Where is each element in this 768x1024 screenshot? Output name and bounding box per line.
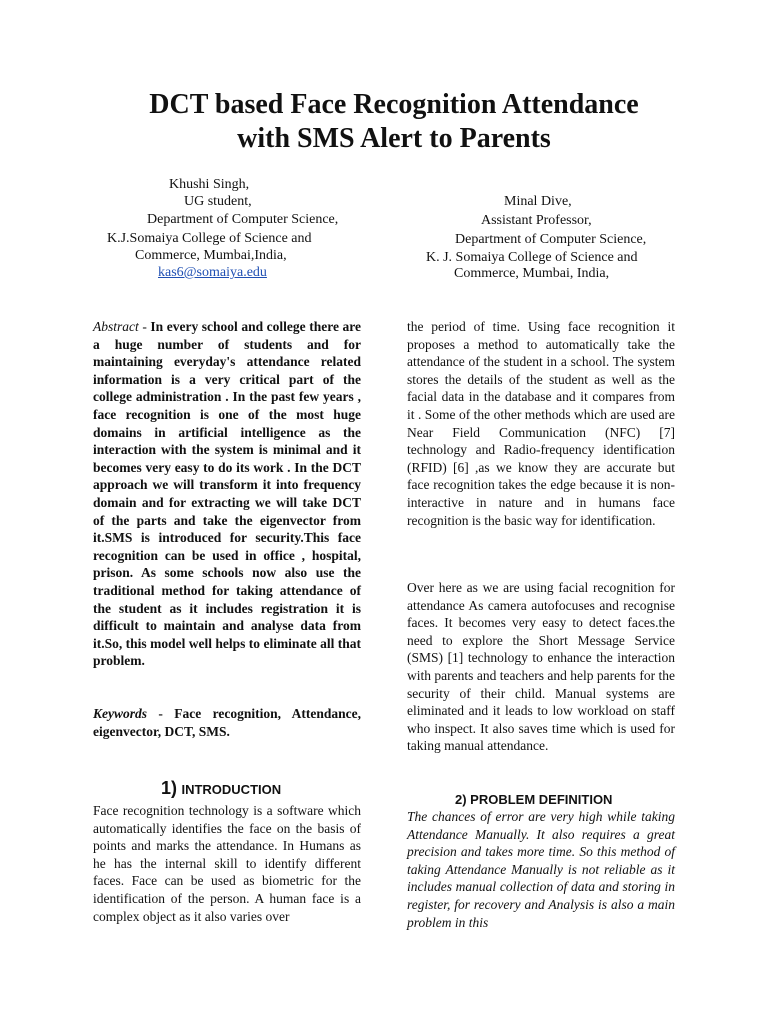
problem-paragraph: The chances of error are very high while taking Attendance Manually. It also requires a great precision and takes more time. So this method of taking Attendance Manually is not reliable as it includes manual collection of data and storing in register, for recovery and Analysis is also a main problem in this <box>407 809 675 930</box>
intro-section <box>93 802 361 925</box>
author-2-role: Assistant Professor, <box>481 213 592 228</box>
intro-paragraph: Face recognition technology is a software which automatically identifies the face on the basis of points and marks the attendance. In Humans as he has the internal skill to identify different faces. Face can be used as biometric for the identification of the person. A human face is a complex object as it also varies over <box>93 803 361 924</box>
author-1-role: UG student, <box>184 194 252 209</box>
author-2-name: Minal Dive, <box>504 194 572 209</box>
problem-section <box>407 808 675 931</box>
author-2-college-line-2: Commerce, Mumbai, India, <box>454 266 610 281</box>
intro-continued-paragraph: the period of time. Using face recognition it proposes a method to automatically take the attendance of the student in a school. The system stores the details of the student as well as the facial data in the database and it compares from it . Some of the other methods which are used are Near Field Communication (NFC) [7] technology and Radio-frequency identification (RFID) [6] ,as we know they are accurate but face recognition takes the edge because it is non-interactive in nature and in humans face recognition is the basic way for identification. <box>407 319 675 528</box>
author-1-dept: Department of Computer Science, <box>147 212 339 227</box>
abstract-section <box>93 318 361 670</box>
title-line-2: with SMS Alert to Parents <box>237 123 551 154</box>
intro-heading-number: 1) <box>161 778 178 798</box>
sms-paragraph: Over here as we are using facial recognition for attendance As camera autofocuses and recognise faces. It becomes very easy to detect faces.the need to explore the Short Message Service (SMS) [1] technology to enhance the interaction with parents and teachers and help parents for the security of their child. Manual systems are eliminated and it leads to low workload on staff who inspect. It also saves time which is used for taking manual attendance. <box>407 580 675 754</box>
keywords-separator: - <box>147 706 175 721</box>
abstract-separator: - <box>138 319 151 334</box>
problem-heading-text: 2) PROBLEM DEFINITION <box>455 792 613 807</box>
author-1-college-line-2: Commerce, Mumbai,India, <box>135 248 287 263</box>
author-1-college-line-1: K.J.Somaiya College of Science and <box>107 231 312 246</box>
keywords-label: Keywords <box>93 706 147 721</box>
right-column-paragraph-1 <box>407 318 675 529</box>
keywords-section <box>93 705 361 740</box>
title-line-1: DCT based Face Recognition Attendance <box>149 89 639 120</box>
abstract-label: Abstract <box>93 319 139 334</box>
problem-heading <box>455 791 612 809</box>
abstract-paragraph <box>93 318 361 670</box>
keywords-text: Face recognition, Attendance, eigenvector, DCT, SMS. <box>93 706 361 739</box>
author-2-dept: Department of Computer Science, <box>455 232 647 247</box>
keywords-paragraph <box>93 705 361 740</box>
author-2-college-line-1: K. J. Somaiya College of Science and <box>426 250 638 265</box>
right-column-paragraph-2 <box>407 579 675 755</box>
abstract-text: In every school and college there are a huge number of students and for maintaining everyday's attendance related information is a very critical part of the college administration . In the past few years , face recognition is one of the most huge domains in artificial intelligence as the interaction with the system is minimal and it becomes very easy to do its work . In the DCT approach we will transform it into frequency domain and for extracting we will take DCT of the parts and take the eigenvector from it.SMS is introduced for security.This face recognition can be used in office , hospital, prison. As some schools now also use the traditional method for taking attendance of the student as it includes registration it is difficult to maintain and analyse data from it.So, this model well helps to eliminate all that problem. <box>93 319 361 669</box>
intro-heading <box>161 778 281 799</box>
author-1-name: Khushi Singh, <box>169 177 250 192</box>
paper-title <box>60 88 728 156</box>
intro-heading-text: INTRODUCTION <box>181 782 282 797</box>
author-1-email-link[interactable]: kas6@somaiya.edu <box>158 265 267 280</box>
